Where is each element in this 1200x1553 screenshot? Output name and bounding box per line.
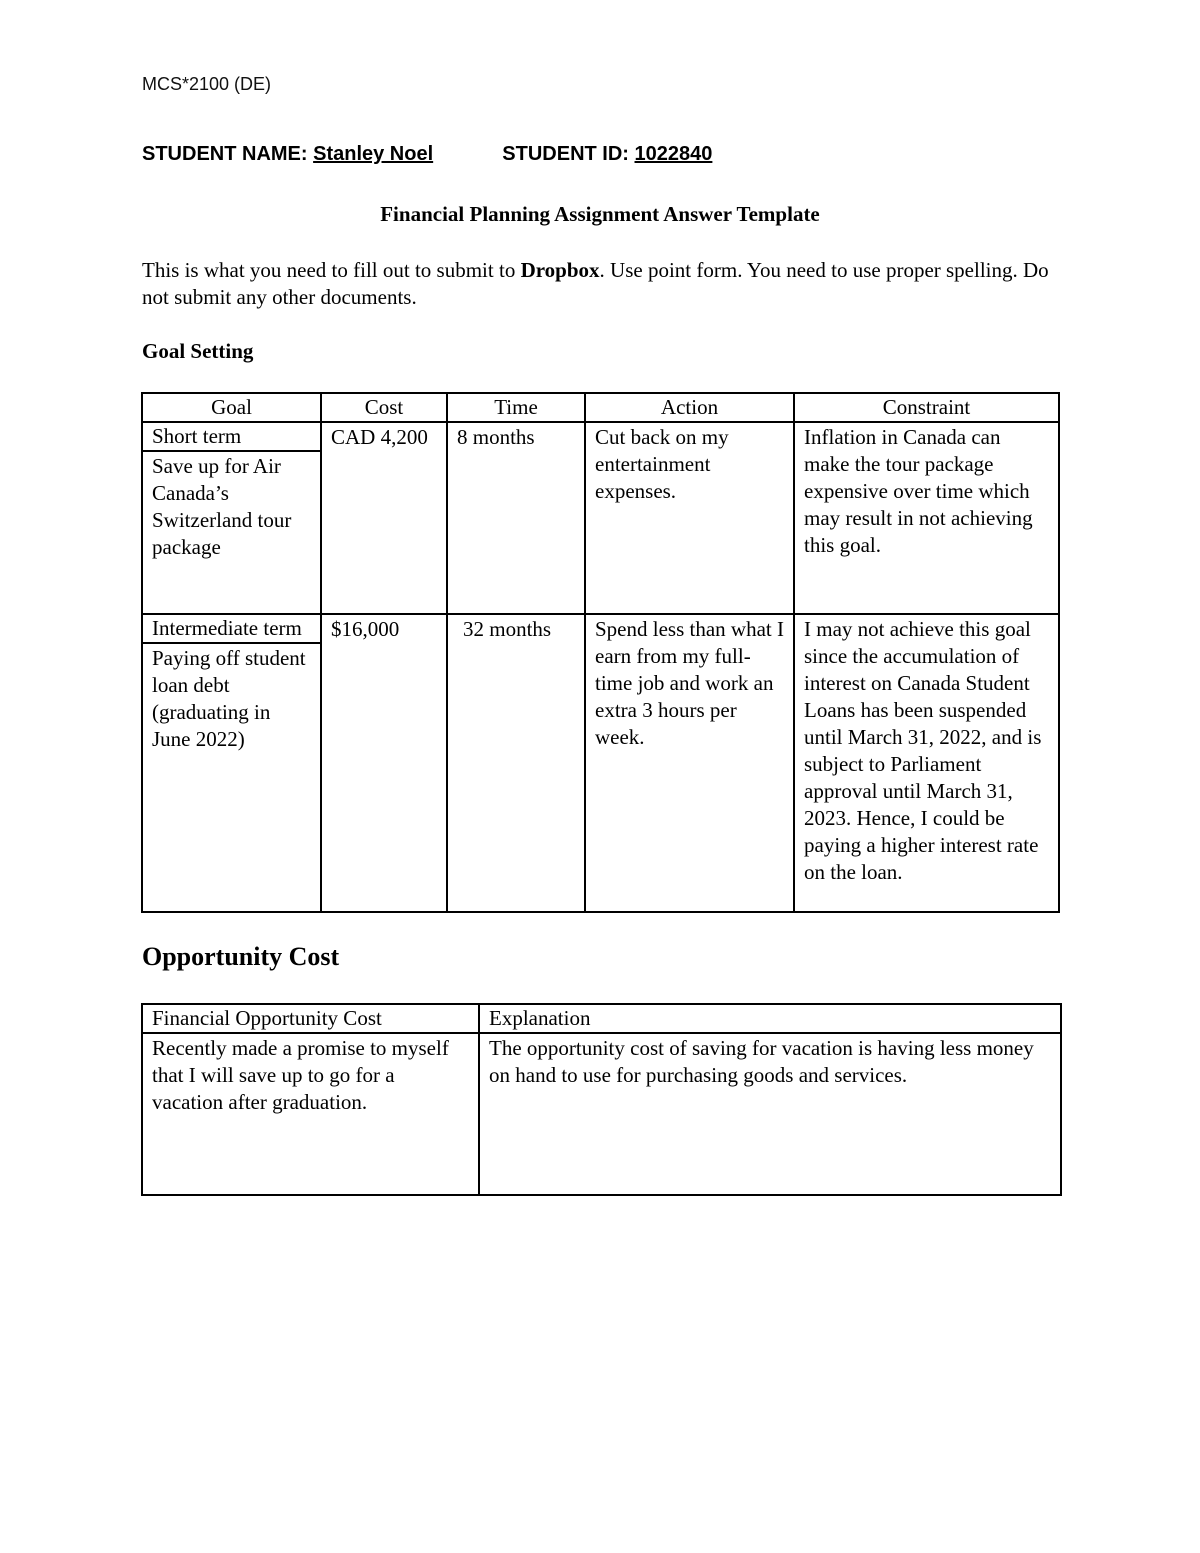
- action-cell: Spend less than what I earn from my full-time job and work an extra 3 hours per week.: [585, 614, 794, 912]
- page-title: Financial Planning Assignment Answer Template: [380, 202, 820, 226]
- explanation-cell: The opportunity cost of saving for vacation is having less money on hand to use for purchasing goods and services.: [479, 1033, 1061, 1195]
- col-action: Action: [585, 393, 794, 422]
- col-constraint: Constraint: [794, 393, 1059, 422]
- course-code: MCS*2100 (DE): [142, 74, 272, 94]
- col-cost: Cost: [321, 393, 447, 422]
- table-row: [142, 614, 1059, 912]
- student-info: [142, 143, 712, 166]
- goal-cell: [142, 422, 321, 614]
- student-name-label: STUDENT NAME:: [142, 143, 308, 165]
- col-goal: Goal: [142, 393, 321, 422]
- intro-paragraph: [142, 257, 1062, 311]
- table-row: [142, 1033, 1061, 1195]
- cost-cell: $16,000: [321, 614, 447, 912]
- goal-setting-table: [141, 392, 1060, 913]
- col-financial-opportunity-cost: Financial Opportunity Cost: [142, 1004, 479, 1033]
- goal-term: Short term: [143, 423, 320, 452]
- student-id: 1022840: [634, 143, 713, 165]
- goal-description: Save up for Air Canada’s Switzerland tour package: [152, 454, 292, 559]
- cost-cell: CAD 4,200: [321, 422, 447, 614]
- goal-cell: [142, 614, 321, 912]
- table-row: [142, 422, 1059, 614]
- constraint-cell: I may not achieve this goal since the accumulation of interest on Canada Student Loans has been suspended until March 31, 2022, and is subject to Parliament approval until March 31, 2023. Hence, I could be paying a higher interest rate on the loan.: [794, 614, 1059, 912]
- opportunity-cost-table: [141, 1003, 1062, 1196]
- student-id-label: STUDENT ID:: [502, 143, 629, 165]
- goal-setting-heading: Goal Setting: [142, 339, 254, 363]
- student-name: Stanley Noel: [313, 143, 434, 165]
- constraint-cell: Inflation in Canada can make the tour package expensive over time which may result in not achieving this goal.: [794, 422, 1059, 614]
- col-explanation: Explanation: [479, 1004, 1061, 1033]
- goal-table-header: [142, 393, 1059, 422]
- time-cell: 32 months: [447, 614, 585, 912]
- opp-table-header: [142, 1004, 1061, 1033]
- opportunity-cost-cell: Recently made a promise to myself that I will save up to go for a vacation after graduation.: [142, 1033, 479, 1195]
- intro-text-2: . Use point form. You need to use proper spelling. Do not submit any other documents.: [142, 258, 1049, 309]
- opportunity-cost-heading: Opportunity Cost: [142, 942, 340, 971]
- action-cell: Cut back on my entertainment expenses.: [585, 422, 794, 614]
- goal-description: Paying off student loan debt (graduating in June 2022): [152, 646, 306, 751]
- goal-term: Intermediate term: [143, 615, 320, 644]
- intro-text-1: This is what you need to fill out to submit to: [142, 258, 521, 282]
- col-time: Time: [447, 393, 585, 422]
- intro-dropbox: Dropbox: [520, 258, 600, 282]
- time-cell: 8 months: [447, 422, 585, 614]
